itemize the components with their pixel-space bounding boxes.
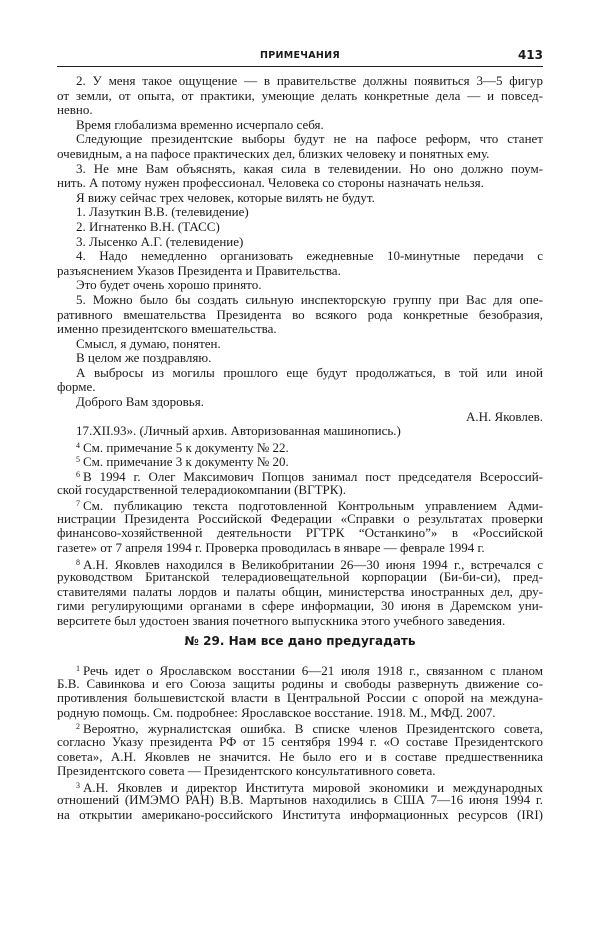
line-text: ративного вмешательства Президента во всякого рода конкретные безобразия, [57, 306, 543, 322]
text-line [57, 677, 543, 692]
notes-section-document-29 [57, 662, 543, 823]
page-number: 413 [517, 48, 543, 62]
line-text: 17.XII.93». (Личный архив. Авторизованная машинопись.) [76, 423, 401, 439]
line-text: В целом же поздравляю. [76, 350, 212, 366]
footnote-number: 7 [76, 499, 80, 509]
line-text: нистрации Президента Российской Федерации «Справки о результатах проверки [57, 510, 543, 526]
text-line [57, 74, 543, 89]
text-line [57, 585, 543, 600]
line-text: согласно Указу президента РФ от 15 сентября 1994 г. «О составе Президентского [57, 733, 543, 749]
line-text: А.Н. Яковлев. [466, 408, 543, 424]
text-line [57, 570, 543, 585]
line-text: именно президентского вмешательства. [57, 321, 277, 337]
line-text: См. публикацию текста подготовленной Контрольным управлением Адми- [83, 498, 543, 514]
text-line [57, 750, 543, 765]
text-line [57, 176, 543, 191]
text-line [57, 322, 543, 337]
text-line [57, 293, 543, 308]
text-line [57, 118, 543, 133]
text-line [57, 264, 543, 279]
text-line [57, 424, 543, 439]
text-line [57, 235, 543, 250]
text-line [57, 526, 543, 541]
line-text: гими регулирующими органами в сфере информации, 30 июня в Даремском уни- [57, 598, 543, 614]
text-line [57, 614, 543, 629]
text-line [57, 249, 543, 264]
section-heading: № 29. Нам все дано предугадать [184, 634, 416, 648]
footnote-number: 5 [76, 455, 80, 465]
line-text: См. примечание 5 к документу № 22. [83, 439, 289, 455]
text-line [57, 351, 543, 366]
line-text: от земли, от опыта, от практики, умеющие делать конкретные дела — и повсед- [57, 87, 543, 103]
line-text: А.Н. Яковлев и директор Института мировой экономики и международных [83, 779, 543, 795]
signature-line [57, 410, 543, 425]
text-line [57, 162, 543, 177]
text-line [57, 89, 543, 104]
footnote-line [57, 662, 543, 677]
line-text: на открытии американо-российского Института информационных ресурсов (IRI) [57, 806, 543, 822]
text-line [57, 308, 543, 323]
line-text: ской государственной телерадиокомпании (ВГТРК). [57, 481, 347, 497]
line-text: отношений (ИМЭМО РАН) В.В. Мартынов находились в США 7—16 июня 1994 г. [57, 792, 543, 808]
line-text: А.Н. Яковлев находился в Великобритании 26—30 июня 1994 г., встречался с [83, 556, 543, 572]
footnote-number: 6 [76, 470, 80, 480]
line-text: Речь идет о Ярославском восстании 6—21 июля 1918 г., связанном с планом [83, 663, 543, 678]
text-line [57, 808, 543, 823]
footnote-line [57, 556, 543, 571]
footnote-line [57, 720, 543, 735]
line-text: В 1994 г. Олег Максимович Попцов занимал пост председателя Всероссий- [83, 469, 543, 485]
text-line [57, 278, 543, 293]
footnote-number: 3 [76, 780, 80, 790]
line-text: Это будет очень хорошо принято. [76, 277, 262, 293]
footnote-number: 4 [76, 440, 80, 450]
line-text: Время глобализма временно исчерпало себя. [76, 116, 324, 132]
line-text: Смысл, я думаю, понятен. [76, 335, 221, 351]
line-text: Доброго Вам здоровья. [76, 394, 204, 410]
text-line [57, 191, 543, 206]
text-line [57, 541, 543, 556]
line-text: 4. Надо немедленно организовать ежедневные 10-минутные передачи с [76, 248, 543, 264]
text-line [57, 337, 543, 352]
text-line [57, 395, 543, 410]
line-text: 5. Можно было бы создать сильную инспекторскую группу при Вас для опе- [76, 291, 543, 307]
footnote-line [57, 497, 543, 512]
line-text: Я вижу сейчас трех человек, которые вилять не будут. [76, 189, 375, 205]
line-text: очевидным, а на пафосе практических дел, близких человеку и понятных ему. [57, 145, 490, 161]
line-text: противления большевистской власти в Центральной России с опорой на междуна- [57, 690, 543, 706]
line-text: См. примечание 3 к документу № 20. [83, 454, 289, 470]
text-line [57, 103, 543, 118]
line-text: Следующие президентские выборы будут не на пафосе реформ, что станет [76, 131, 543, 147]
text-line [57, 706, 543, 721]
text-line [57, 599, 543, 614]
line-text: 1. Лазуткин В.В. (телевидение) [76, 204, 249, 220]
footnote-line [57, 453, 543, 468]
line-text: верситете был удостоен звания почетного выпускника этого учебного заведения. [57, 612, 506, 628]
text-line [57, 220, 543, 235]
text-line [57, 380, 543, 395]
line-text: 3. Лысенко А.Г. (телевидение) [76, 233, 244, 249]
line-text: ставителями палаты лордов и палаты общин, министерства иностранных дел, дру- [57, 583, 543, 599]
line-text: родную помощь. См. подробнее: Ярославское восстание. 1918. М., МФД. 2007. [57, 704, 496, 720]
footnote-line [57, 779, 543, 794]
text-line [57, 132, 543, 147]
footnote-line [57, 468, 543, 483]
line-text: Вероятно, журналистская ошибка. В списке членов Президентского совета, [83, 721, 543, 737]
line-text: А выбросы из могилы прошлого еще будут продолжаться, в той или иной [76, 364, 543, 380]
footnote-line [57, 439, 543, 454]
text-line [57, 735, 543, 750]
text-line [57, 147, 543, 162]
line-text: 3. Не мне Вам объяснять, какая сила в телевидении. Но оно должно поум- [76, 160, 543, 176]
line-text: 2. Игнатенко В.Н. (ТАСС) [76, 218, 220, 234]
running-header-title: ПРИМЕЧАНИЯ [259, 50, 341, 61]
running-header [57, 48, 543, 67]
line-text: Б.В. Савинкова и его Союза защиты родины и свободы развернуть движение со- [57, 675, 543, 691]
line-text: совета», А.Н. Яковлев не значится. Не было его и в составе предшественника [57, 748, 543, 764]
line-text: финансово-хозяйственной деятельности РГТРК “Останкино”» в «Российской [57, 525, 543, 541]
text-line [57, 512, 543, 527]
text-line [57, 366, 543, 381]
footnote-number: 8 [76, 557, 80, 567]
text-line [57, 691, 543, 706]
text-line [57, 483, 543, 498]
line-text: руководством Британской телерадиовещательной корпорации (Би-би-си), пред- [57, 569, 543, 585]
line-text: газете» от 7 апреля 1994 г. Проверка проводилась в январе — феврале 1994 г. [57, 540, 485, 555]
text-line [57, 205, 543, 220]
line-text: разъяснением Указов Президента и Правительства. [57, 262, 341, 278]
line-text: нить. А потому нужен профессионал. Человека со стороны назначать нельзя. [57, 175, 484, 191]
footnote-number: 2 [76, 722, 80, 732]
footnote-number: 1 [76, 664, 80, 673]
notes-section-document-28 [57, 74, 543, 629]
line-text: Президентского совета — Президентского консультативного совета. [57, 763, 436, 779]
line-text: невно. [57, 102, 93, 118]
line-text: 2. У меня такое ощущение — в правительстве должны появиться 3—5 фигур [76, 73, 543, 88]
text-line [57, 764, 543, 779]
line-text: форме. [57, 379, 96, 395]
text-line [57, 793, 543, 808]
